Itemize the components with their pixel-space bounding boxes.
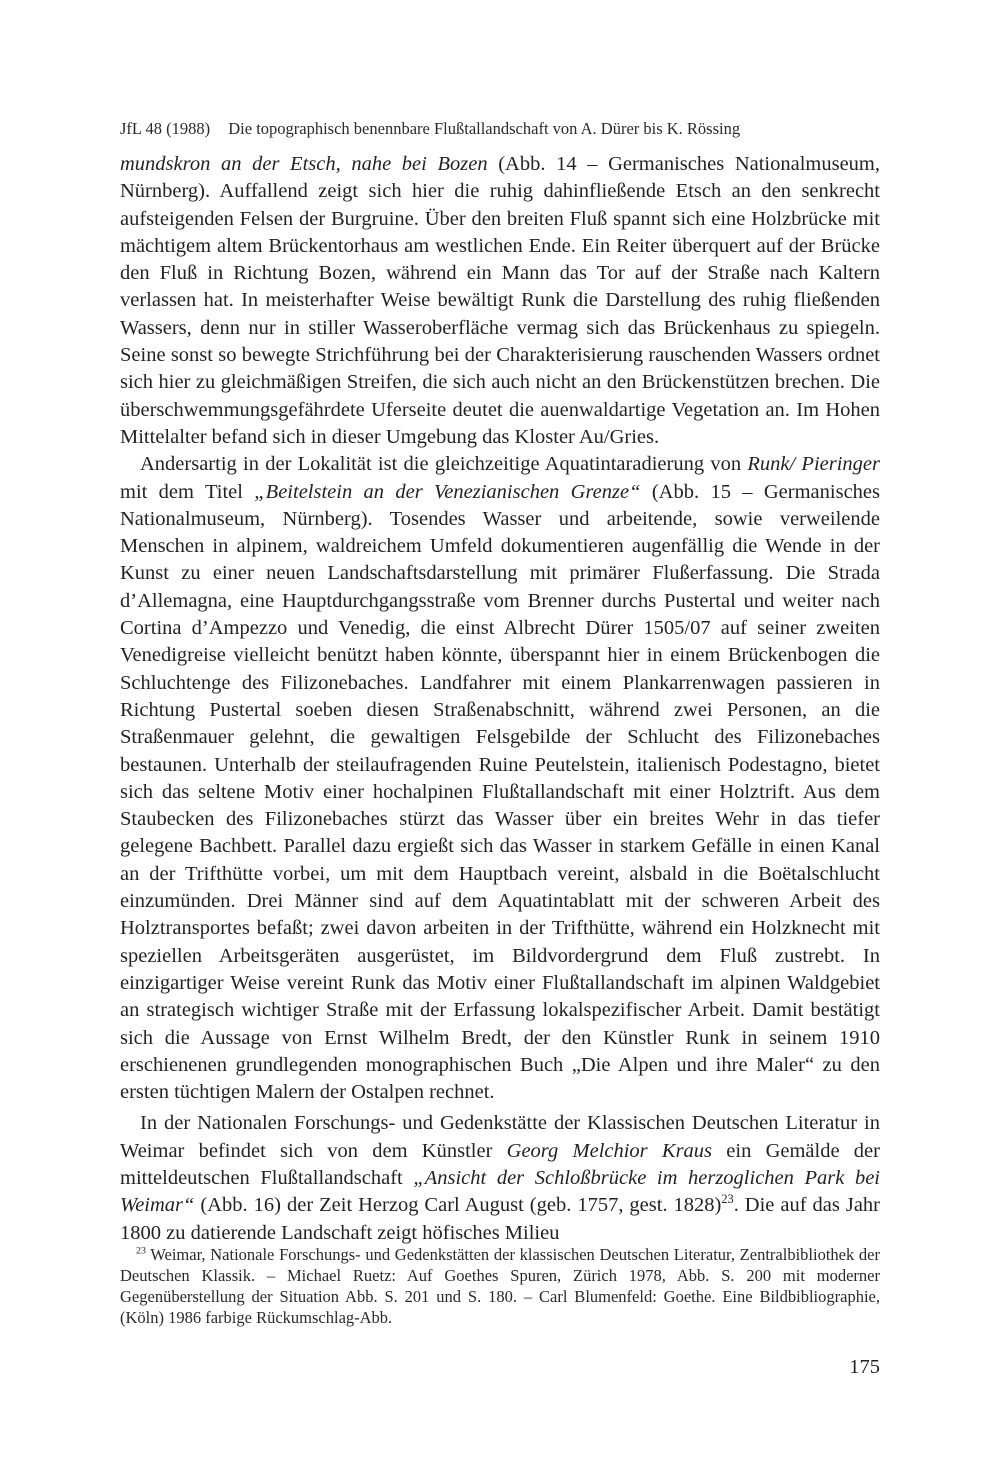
running-head (120, 118, 880, 140)
artwork-title: mundskron an der Etsch, nahe bei Bozen (120, 153, 488, 175)
paragraph-text: mit dem Titel (120, 480, 255, 503)
paragraph-text: (Abb. 14 – Germanisches Nationalmuseum, Nürnberg). Auffallend zeigt sich hier die ruhig dahinfließende Etsch an den senkrecht aufsteigenden Felsen der Burgruine. Über den breiten Fluß spannt sich eine Holzbrücke mit mächtigem altem Brückentorhaus am westlichen Ende. Ein Reiter überquert auf der Brücke den Fluß in Richtung Bozen, während ein Mann das Tor auf der Straße nach Kaltern verlassen hat. In meisterhafter Weise bewältigt Runk die Darstellung des ruhig fließenden Wassers, denn nur in stiller Wasseroberfläche vermag sich das Brückenhaus zu spiegeln. Seine sonst so bewegte Strichführung bei der Charakterisierung rauschenden Wassers ordnet sich hier zu gleichmäßigen Streifen, die sich auch nicht an den Brückenstützen brechen. Die überschwemmungsgefährdete Uferseite deutet die auenwaldartige Vegetation an. Im Hohen Mittelalter befand sich in dieser Umgebung das Kloster Au/Gries. (120, 153, 881, 448)
artwork-title: „Ansicht der Schloßbrücke im herzoglichen Park bei Weimar“ (120, 1166, 880, 1217)
paragraph-text: . Die auf das Jahr 1800 zu datierende Landschaft zeigt höfisches Milieu (120, 1194, 880, 1244)
paragraph-text: Andersartig in der Lokalität ist die gleichzeitige Aquatintaradierung von (140, 453, 748, 476)
footnotes (120, 1244, 880, 1328)
journal-reference: JfL 48 (1988) (120, 119, 211, 138)
paragraph-text: (Abb. 16) der Zeit Herzog Carl August (geb. 1757, gest. 1828) (194, 1194, 722, 1217)
article-title: Die topographisch benennbare Flußtallandschaft von A. Dürer bis K. Rössing (228, 119, 741, 138)
footnote-number: 23 (136, 1245, 146, 1257)
page-number: 175 (849, 1356, 880, 1378)
paragraph-text: In der Nationalen Forschungs- und Gedenkstätte der Klassischen Deutschen Literatur in Weimar befindet sich von dem Künstler (120, 1112, 880, 1162)
paragraph-2 (120, 451, 880, 1106)
paragraph-1 (120, 151, 880, 451)
footnote-text: Weimar, Nationale Forschungs- und Gedenkstätten der klassischen Deutschen Literatur, Zentralbibliothek der Deutschen Klassik. – Michael Ruetz: Auf Goethes Spuren, Zürich 1978, Abb. S. 200 mit moderner Gegenüberstellung der Situation Abb. S. 201 und S. 180. – Carl Blumenfeld: Goethe. Eine Bildbibliographie, (Köln) 1986 farbige Rückumschlag-Abb. (120, 1245, 880, 1327)
footnote-reference: 23 (721, 1192, 734, 1207)
artwork-title: „Beitelstein an der Venezianischen Grenze“ (254, 480, 641, 503)
artist-name: Runk/ Pieringer (747, 453, 880, 476)
paragraph-text: ein Gemälde der mitteldeutschen Flußtallandschaft (120, 1139, 880, 1189)
footnote-23 (120, 1244, 880, 1328)
paragraph-text: (Abb. 15 – Germanisches Nationalmuseum, Nürnberg). Tosendes Wasser und arbeitende, sowie verweilende Menschen in alpinem, waldreichem Umfeld dokumentieren augenfällig die Wende in der Kunst zu einer neuen Landschaftsdarstellung mit primärer Flußerfassung. Die Strada d’Allemagna, eine Hauptdurchgangsstraße vom Brenner durchs Pustertal und weiter nach Cortina d’Ampezzo und Venedig, die einst Albrecht Dürer 1505/07 auf seiner zweiten Venedigreise vielleicht benützt haben könnte, überspannt hier in einem Brückenbogen die Schluchtenge des Filizonebaches. Landfahrer mit einem Plankarrenwagen passieren in Richtung Pustertal soeben diesen Straßenabschnitt, während zwei Personen, an die Straßenmauer gelehnt, die gewaltigen Felsgebilde der Schlucht des Filizonebaches bestaunen. Unterhalb der steilaufragenden Ruine Peutelstein, italienisch Podestagno, bietet sich das seltene Motiv einer hochalpinen Flußtallandschaft mit einer Holztrift. Aus dem Staubecken des Filizonebaches stürzt das Wasser über ein breites Wehr in das tiefer gelegene Bachbett. Parallel dazu ergießt sich das Wasser in starkem Gefälle in einen Kanal an der Trifthütte vorbei, um mit dem Hauptbach vereint, alsbald in die Boëtalschlucht einzumünden. Drei Männer sind auf dem Aquatintablatt mit der schweren Arbeit des Holztransportes befaßt; zwei davon arbeiten in der Trifthütte, während ein Holzknecht mit speziellen Arbeitsgeräten ausgerüstet, im Bildvordergrund dem Fluß zustrebt. In einzigartiger Weise vereint Runk das Motiv einer Flußtallandschaft im alpinen Waldgebiet an strategisch wichtiger Straße mit der Erfassung lokalspezifischer Arbeit. Damit bestätigt sich die Aussage von Ernst Wilhelm Bredt, der den Künstler Runk in seinem 1910 erschienenen grundlegenden monographischen Buch „Die Alpen und ihre Maler“ zu den ersten tüchtigen Malern der Ostalpen rechnet. (120, 480, 880, 1104)
body-text (120, 151, 880, 1247)
artist-name: Georg Melchior Kraus (506, 1139, 713, 1162)
paragraph-3 (120, 1110, 880, 1246)
